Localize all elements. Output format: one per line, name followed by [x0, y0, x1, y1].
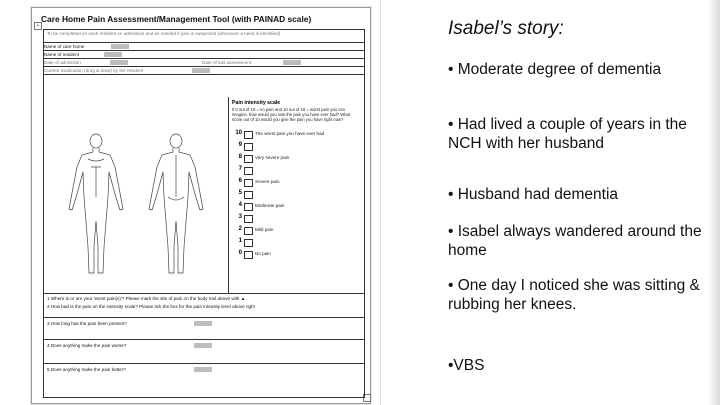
- resident-field[interactable]: [104, 52, 122, 57]
- last-assessment-field[interactable]: [283, 60, 301, 65]
- scale-checkbox[interactable]: [244, 239, 253, 247]
- form-row-dates: Date of admission Date of last assessment: [44, 59, 364, 67]
- scale-checkbox[interactable]: [244, 143, 253, 151]
- scale-checkbox[interactable]: [244, 251, 253, 259]
- question-3-field[interactable]: [194, 321, 212, 326]
- story-bullet-6: •VBS: [448, 357, 485, 374]
- story-bullet-2: • Had lived a couple of years in the NCH with her husband: [448, 116, 687, 152]
- pain-scale-title: Pain intensity scale: [232, 100, 281, 106]
- pain-intensity-scale: Pain intensity scale If 0 out of 10 = no pain and 10 out of 10 = worst pain you can imagine, how would you rate the pain you have ever had? What score out of 10 would you give the pain you have right now? 10 The worst pain you have ever had 9 8 Very severe pain 7 6 Severe pain 5 4 Moderate pain 3 2 Mild pain 1 0 No pain: [228, 97, 365, 293]
- story-bullet-4: • Isabel always wandered around the home: [448, 223, 702, 259]
- question-2: 2 How bad is the pain on the intensity scale? Please tick the box for the pain intensity level above right: [47, 304, 255, 309]
- body-front-figure: [69, 134, 123, 273]
- story-bullet-1: • Moderate degree of dementia: [448, 61, 662, 78]
- care-home-field[interactable]: [111, 44, 129, 49]
- body-diagram[interactable]: [44, 97, 228, 293]
- pain-scale-description: If 0 out of 10 = no pain and 10 out of 10 = worst pain you can imagine, how would you rate the pain you have ever had? What score out of 10 would you give the pain you have right now?: [232, 107, 351, 122]
- document-title: Care Home Pain Assessment/Management Tool (with PAINAD scale): [41, 14, 312, 24]
- story-title: Isabel’s story:: [448, 18, 564, 39]
- form-row-medication: Current medication (drug & dose) by the resident: [44, 67, 364, 75]
- scale-checkbox[interactable]: [244, 203, 253, 211]
- form-row-care-home: Name of care home: [44, 43, 364, 51]
- medication-field[interactable]: [192, 68, 210, 73]
- admission-date-field[interactable]: [110, 60, 128, 65]
- body-back-figure: [149, 134, 203, 273]
- question-4-field[interactable]: [194, 343, 212, 348]
- assessment-form: [43, 29, 365, 398]
- question-1: 1 Where is or are your 'worst pain(s)'? Please mark the site of pain on the body tool above with ▲: [47, 296, 246, 301]
- scale-checkbox[interactable]: [244, 155, 253, 163]
- question-5-field[interactable]: [194, 367, 212, 372]
- form-row-resident: Name of resident: [44, 51, 364, 59]
- scale-checkbox[interactable]: [244, 227, 253, 235]
- divider: [380, 0, 381, 405]
- question-3: 3 How long has the pain been present?: [47, 321, 127, 326]
- move-handle-icon[interactable]: +: [34, 22, 42, 30]
- story-panel: [448, 0, 720, 405]
- question-5: 5 Does anything make the pain better?: [47, 367, 126, 372]
- scale-checkbox[interactable]: [244, 191, 253, 199]
- slide-edge-shadow: [708, 0, 720, 405]
- assessment-document: [31, 7, 371, 404]
- story-bullet-5: • One day I noticed she was sitting & rubbing her knees.: [448, 277, 700, 313]
- scale-checkbox[interactable]: [244, 131, 253, 139]
- story-bullet-3: • Husband had dementia: [448, 186, 619, 203]
- scale-checkbox[interactable]: [244, 179, 253, 187]
- scale-checkbox[interactable]: [244, 167, 253, 175]
- body-map-section: [44, 97, 364, 294]
- question-4: 4 Does anything make the pain worse?: [47, 343, 127, 348]
- scale-checkbox[interactable]: [244, 215, 253, 223]
- form-row-intro: To be completed on each resident on admission and as needed if pain is suspected (whenever a need is identified): [44, 30, 364, 43]
